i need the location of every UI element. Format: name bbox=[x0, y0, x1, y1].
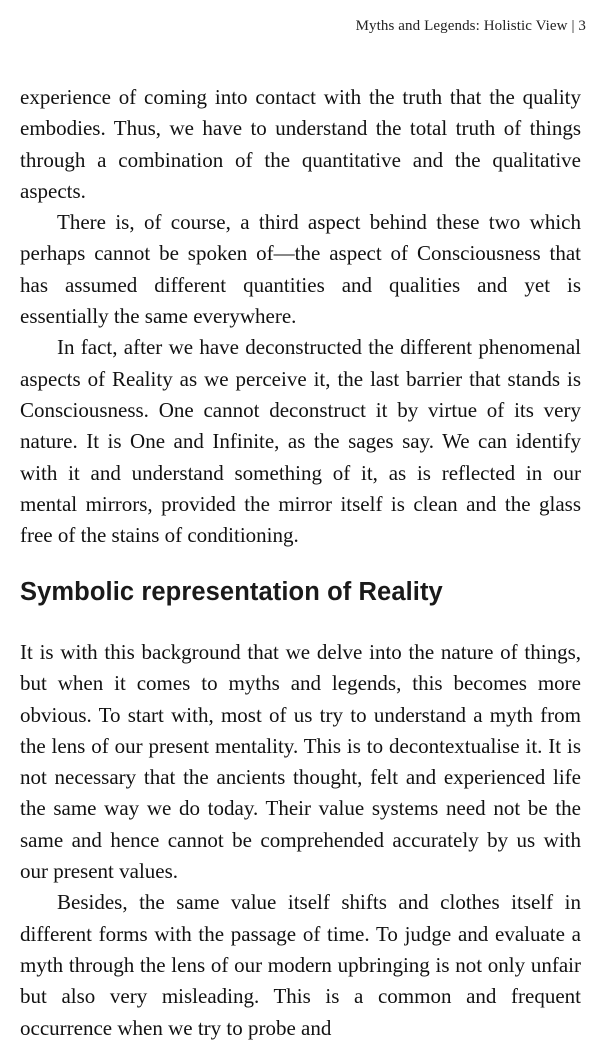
text-block-after-heading bbox=[20, 637, 581, 1044]
section-heading: Symbolic representation of Reality bbox=[20, 578, 443, 606]
text-block-before-heading bbox=[20, 82, 581, 551]
paragraph-third-aspect: There is, of course, a third aspect behind these two which perhaps cannot be spoken of—the aspect of Consciousness that has assumed different quantities and qualities and yet is essentially the same everywhere. bbox=[20, 210, 581, 329]
paragraph-value-shifts: Besides, the same value itself shifts and clothes itself in different forms with the passage of time. To judge and evaluate a myth through the lens of our modern upbringing is not only unfair but also very misleading. This is a common and frequent occurrence when we try to probe and bbox=[20, 890, 581, 1040]
paragraph-continued: experience of coming into contact with the truth that the quality embodies. Thus, we have to understand the total truth of things through a combination of the quantitative and the qualitative aspects. bbox=[20, 85, 581, 203]
paragraph-background: It is with this background that we delve into the nature of things, but when it comes to myths and legends, this becomes more obvious. To start with, most of us try to understand a myth from the lens of our present mentality. This is to decontextualise it. It is not necessary that the ancients thought, felt and experienced life the same way we do today. Their value systems need not be the same and hence cannot be comprehended accurately by us with our present values. bbox=[20, 640, 581, 884]
running-header: Myths and Legends: Holistic View | 3 bbox=[355, 18, 586, 34]
paragraph-consciousness: In fact, after we have deconstructed the different phenomenal aspects of Reality as we perceive it, the last barrier that stands is Consciousness. One cannot deconstruct it by virtue of its very nature. It is One and Infinite, as the sages say. We can identify with it and understand something of it, as is reflected in our mental mirrors, provided the mirror itself is clean and the glass free of the stains of conditioning. bbox=[20, 335, 581, 548]
